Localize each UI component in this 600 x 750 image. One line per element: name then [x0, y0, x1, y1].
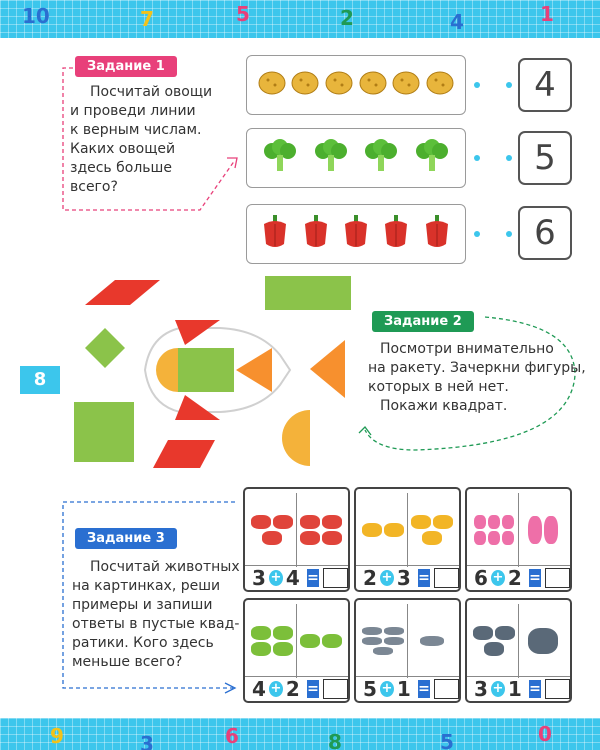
potato-icon: [392, 70, 420, 100]
pepper-icon: [381, 214, 411, 254]
frog-icon: [322, 634, 342, 648]
addend: 2: [362, 566, 377, 590]
rhino-icon: [484, 642, 504, 656]
crab-icon: [273, 515, 293, 529]
text-line: на ракету. Зачеркни фигуры,: [368, 360, 586, 376]
answer-box[interactable]: [323, 679, 348, 699]
bottom-number-band: [0, 718, 600, 750]
task2-tag: Задание 2: [372, 311, 474, 332]
answer-box[interactable]: [434, 568, 459, 588]
potato-icon: [325, 70, 353, 100]
text-line: ратики. Кого здесь: [72, 635, 214, 651]
addend: 6: [473, 566, 488, 590]
text-line: примеры и запиши: [72, 597, 213, 613]
duck-icon: [433, 515, 453, 529]
potato-icon: [359, 70, 387, 100]
text-line: Посчитай овощи: [90, 84, 213, 100]
number-box-5[interactable]: 5: [518, 131, 572, 185]
band-digit: 8: [328, 730, 342, 750]
worm-icon: [544, 516, 558, 544]
answer-box[interactable]: [545, 568, 570, 588]
mosquito-icon: [373, 647, 393, 655]
pepper-icon: [260, 214, 290, 254]
task2-text: [368, 340, 588, 416]
worm-icon: [502, 531, 514, 545]
text-line: Посчитай животных: [90, 559, 240, 575]
frog-card: [243, 598, 350, 703]
addend: 1: [507, 677, 522, 701]
parallelogram-shape: [153, 440, 215, 468]
connect-dot[interactable]: [474, 82, 480, 88]
text-line: ответы в пустые квад-: [72, 616, 240, 632]
addend: 1: [396, 677, 411, 701]
band-digit: 10: [22, 4, 50, 28]
top-number-band: [0, 0, 600, 38]
worm-icon: [528, 516, 542, 544]
number-box-4[interactable]: 4: [518, 58, 572, 112]
answer-box[interactable]: [434, 679, 459, 699]
worm-icon: [474, 531, 486, 545]
broccoli-icon: [313, 139, 349, 177]
equals-sign: =: [418, 681, 430, 697]
shapes-illustration: [60, 270, 370, 475]
equals-sign: =: [529, 570, 541, 586]
plus-sign: +: [381, 681, 393, 696]
crab-icon: [322, 531, 342, 545]
mosquito-card: [354, 598, 461, 703]
worm-icon: [502, 515, 514, 529]
connect-dot[interactable]: [506, 231, 512, 237]
answer-box[interactable]: [323, 568, 348, 588]
equals-sign: =: [307, 681, 319, 697]
duck-icon: [384, 523, 404, 537]
duck-icon: [422, 531, 442, 545]
worm-icon: [474, 515, 486, 529]
page-number: 8: [20, 366, 60, 394]
potato-row[interactable]: [246, 55, 466, 115]
pepper-icon: [422, 214, 452, 254]
text-line: всего?: [70, 179, 118, 195]
task1-tag: Задание 1: [75, 56, 177, 77]
band-digit: 5: [236, 2, 250, 26]
connect-dot[interactable]: [474, 231, 480, 237]
mosquito-icon: [362, 627, 382, 635]
rhino-card: [465, 598, 572, 703]
mosquito-icon: [384, 627, 404, 635]
pepper-icon: [341, 214, 371, 254]
task3-tag: Задание 3: [75, 528, 177, 549]
rhombus-shape: [85, 328, 125, 368]
potato-icon: [258, 70, 286, 100]
connect-dot[interactable]: [506, 155, 512, 161]
band-digit: 0: [538, 722, 552, 746]
parallelogram-shape: [85, 280, 160, 305]
plus-sign: +: [492, 570, 504, 585]
band-digit: 9: [50, 724, 64, 748]
text-line: которых в ней нет.: [368, 379, 509, 395]
addend: 5: [362, 677, 377, 701]
band-digit: 1: [540, 2, 554, 26]
potato-icon: [426, 70, 454, 100]
addend: 2: [285, 677, 300, 701]
broccoli-icon: [363, 139, 399, 177]
text-line: Посмотри внимательно: [380, 341, 554, 357]
task3-text: [72, 558, 242, 672]
frog-icon: [273, 642, 293, 656]
crab-icon: [322, 515, 342, 529]
crab-icon: [251, 515, 271, 529]
band-digit: 4: [450, 10, 464, 34]
duck-icon: [362, 523, 382, 537]
worm-card: [465, 487, 572, 592]
mosquito-icon: [420, 636, 444, 646]
mosquito-icon: [384, 637, 404, 645]
frog-icon: [300, 634, 320, 648]
half-circle-shape: [282, 410, 310, 466]
connect-dot[interactable]: [506, 82, 512, 88]
addend: 3: [396, 566, 411, 590]
broccoli-row[interactable]: [246, 128, 466, 188]
connect-dot[interactable]: [474, 155, 480, 161]
duck-icon: [411, 515, 431, 529]
frog-icon: [251, 642, 271, 656]
text-line: здесь больше: [70, 160, 172, 176]
potato-icon: [291, 70, 319, 100]
worm-icon: [488, 515, 500, 529]
broccoli-icon: [262, 139, 298, 177]
plus-sign: +: [381, 570, 393, 585]
text-line: на картинках, реши: [72, 578, 221, 594]
addend: 3: [473, 677, 488, 701]
rhino-icon: [495, 626, 515, 640]
answer-box[interactable]: [545, 679, 570, 699]
text-line: меньше всего?: [72, 654, 183, 670]
rectangle-shape: [265, 276, 351, 310]
crab-icon: [262, 531, 282, 545]
band-digit: 5: [440, 730, 454, 750]
number-box-6[interactable]: 6: [518, 206, 572, 260]
mosquito-icon: [362, 637, 382, 645]
addend: 3: [251, 566, 266, 590]
worm-icon: [488, 531, 500, 545]
equals-sign: =: [529, 681, 541, 697]
text-line: Покажи квадрат.: [380, 398, 508, 414]
plus-sign: +: [492, 681, 504, 696]
duck-card: [354, 487, 461, 592]
addend: 4: [251, 677, 266, 701]
pepper-icon: [301, 214, 331, 254]
frog-icon: [273, 626, 293, 640]
addend: 2: [507, 566, 522, 590]
band-digit: 6: [225, 724, 239, 748]
square-shape: [74, 402, 134, 462]
text-line: и проведи линии: [70, 103, 196, 119]
rhino-icon: [528, 628, 558, 654]
text-line: к верным числам.: [70, 122, 202, 138]
frog-icon: [251, 626, 271, 640]
task1-text: [70, 83, 230, 197]
plus-sign: +: [270, 570, 282, 585]
band-digit: 7: [140, 7, 154, 31]
pepper-row[interactable]: [246, 204, 466, 264]
broccoli-icon: [414, 139, 450, 177]
plus-sign: +: [270, 681, 282, 696]
triangle-shape: [310, 340, 345, 398]
rhino-icon: [473, 626, 493, 640]
band-digit: 3: [140, 732, 154, 750]
equals-sign: =: [418, 570, 430, 586]
addend: 4: [285, 566, 300, 590]
text-line: Каких овощей: [70, 141, 176, 157]
crab-card: [243, 487, 350, 592]
crab-icon: [300, 515, 320, 529]
crab-icon: [300, 531, 320, 545]
band-digit: 2: [340, 6, 354, 30]
equals-sign: =: [307, 570, 319, 586]
